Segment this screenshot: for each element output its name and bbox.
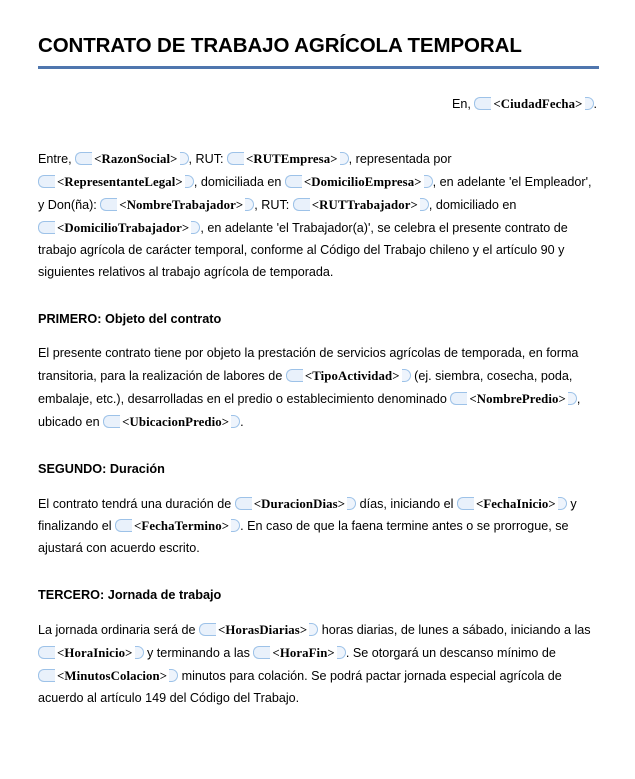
- merge-field-nombretrabajador[interactable]: [100, 198, 254, 212]
- field-bracket-left-icon: [450, 392, 467, 405]
- merge-field-label: <MinutosColacion>: [57, 669, 168, 684]
- clause-primero-paragraph: [38, 343, 599, 434]
- place-suffix-text: .: [593, 96, 597, 111]
- field-bracket-right-icon: [169, 669, 178, 682]
- heading-segundo: SEGUNDO: Duración: [38, 461, 165, 476]
- merge-field-label: <RUTEmpresa>: [246, 152, 338, 167]
- merge-field-horafin[interactable]: [253, 646, 345, 660]
- field-bracket-left-icon: [38, 221, 55, 234]
- merge-field-fechatermino[interactable]: [115, 519, 240, 533]
- preamble-text-1: Entre,: [38, 152, 72, 167]
- preamble-paragraph: [38, 148, 599, 283]
- field-bracket-right-icon: [309, 623, 318, 636]
- merge-field-representantelegal[interactable]: [38, 175, 194, 189]
- primero-text-1: El presente contrato tiene por objeto la prestación de servicios agrícolas de temporada, en forma transitoria, para la realización de labores de: [38, 345, 579, 383]
- field-bracket-right-icon: [558, 497, 567, 510]
- merge-field-label: <UbicacionPredio>: [122, 414, 230, 429]
- field-bracket-left-icon: [38, 669, 55, 682]
- clause-tercero-paragraph: [38, 619, 599, 710]
- field-bracket-right-icon: [347, 497, 356, 510]
- field-bracket-left-icon: [293, 198, 310, 211]
- primero-text-2: (ej. siembra, cosecha, poda, embalaje, etc.), desarrolladas en el predio o establecimiento denominado: [38, 368, 573, 406]
- field-bracket-left-icon: [285, 175, 302, 188]
- tercero-text-2: horas diarias, de lunes a sábado, iniciando a las: [321, 623, 591, 638]
- field-bracket-left-icon: [199, 623, 216, 636]
- field-bracket-right-icon: [191, 221, 200, 234]
- merge-field-minutoscolacion[interactable]: [38, 669, 178, 683]
- preamble-text-3: , representada por: [348, 152, 452, 167]
- merge-field-label: <TipoActividad>: [304, 368, 400, 383]
- field-bracket-right-icon: [337, 646, 346, 659]
- field-bracket-right-icon: [424, 175, 433, 188]
- merge-field-horainicio[interactable]: [38, 646, 144, 660]
- field-bracket-left-icon: [457, 497, 474, 510]
- merge-field-ciudadfecha[interactable]: [474, 97, 593, 111]
- field-bracket-right-icon: [568, 392, 577, 405]
- merge-field-label: <FechaInicio>: [475, 496, 556, 511]
- merge-field-label: <HorasDiarias>: [218, 623, 308, 638]
- preamble-text-7: , domiciliado en: [428, 198, 517, 213]
- merge-field-nombrepredio[interactable]: [450, 392, 577, 406]
- field-bracket-left-icon: [38, 175, 55, 188]
- merge-field-razonsocial[interactable]: [75, 152, 188, 166]
- field-bracket-left-icon: [100, 198, 117, 211]
- field-bracket-right-icon: [231, 519, 240, 532]
- field-bracket-right-icon: [340, 152, 349, 165]
- field-bracket-left-icon: [103, 415, 120, 428]
- field-bracket-left-icon: [235, 497, 252, 510]
- merge-field-domicilioempresa[interactable]: [285, 175, 433, 189]
- tercero-text-3: y terminando a las: [147, 646, 250, 661]
- field-bracket-right-icon: [585, 97, 594, 110]
- segundo-text-3: y finalizando el: [38, 496, 577, 534]
- merge-field-label: <RUTTrabajador>: [311, 198, 418, 213]
- field-bracket-right-icon: [231, 415, 240, 428]
- field-bracket-right-icon: [402, 369, 411, 382]
- field-bracket-right-icon: [420, 198, 429, 211]
- merge-field-label: <HoraFin>: [272, 646, 335, 661]
- merge-field-label: <RazonSocial>: [94, 152, 178, 167]
- field-bracket-left-icon: [75, 152, 92, 165]
- field-bracket-left-icon: [286, 369, 303, 382]
- page-title: CONTRATO DE TRABAJO AGRÍCOLA TEMPORAL: [38, 34, 522, 57]
- preamble-text-8: , en adelante 'el Trabajador(a)', se celebra el presente contrato de trabajo agrícola de carácter temporal, conforme al Código del Trabajo chileno y el artículo 90 y siguientes relativos al trabajo agrícola de temporada.: [38, 221, 568, 279]
- heading-primero: PRIMERO: Objeto del contrato: [38, 311, 222, 326]
- merge-field-label: <HoraInicio>: [57, 646, 133, 661]
- tercero-text-5: minutos para colación. Se podrá pactar jornada especial agrícola de acuerdo al artículo 149 del Código del Trabajo.: [38, 669, 562, 706]
- merge-field-label: <DuracionDias>: [253, 496, 346, 511]
- merge-field-domiciliotrabajador[interactable]: [38, 221, 200, 235]
- preamble-text-5: , en adelante 'el Empleador', y Don(ña):: [38, 175, 592, 213]
- tercero-text-1: La jornada ordinaria será de: [38, 623, 196, 638]
- preamble-text-6: , RUT:: [254, 198, 290, 213]
- preamble-text-4: , domiciliada en: [193, 175, 282, 190]
- merge-field-rutempresa[interactable]: [227, 152, 349, 166]
- place-date-line: [38, 95, 599, 115]
- primero-text-3: , ubicado en: [38, 391, 581, 429]
- field-bracket-right-icon: [135, 646, 144, 659]
- field-bracket-left-icon: [115, 519, 132, 532]
- field-bracket-right-icon: [180, 152, 189, 165]
- field-bracket-left-icon: [227, 152, 244, 165]
- field-bracket-right-icon: [185, 175, 194, 188]
- merge-field-fechainicio[interactable]: [457, 497, 567, 511]
- segundo-text-2: días, iniciando el: [359, 496, 454, 511]
- heading-tercero: TERCERO: Jornada de trabajo: [38, 588, 222, 603]
- merge-field-label: <CiudadFecha>: [493, 96, 583, 111]
- field-bracket-right-icon: [245, 198, 254, 211]
- merge-field-label: <FechaTermino>: [134, 519, 230, 534]
- merge-field-label: <NombrePredio>: [469, 391, 566, 406]
- segundo-text-1: El contrato tendrá una duración de: [38, 496, 232, 511]
- merge-field-duraciondias[interactable]: [235, 497, 356, 511]
- title-divider: [38, 66, 599, 69]
- preamble-text-2: , RUT:: [188, 152, 224, 167]
- field-bracket-left-icon: [474, 97, 491, 110]
- tercero-text-4: . Se otorgará un descanso mínimo de: [345, 646, 556, 661]
- place-prefix-text: En,: [451, 96, 471, 111]
- merge-field-label: <DomicilioTrabajador>: [57, 221, 190, 236]
- clause-segundo-paragraph: [38, 493, 599, 561]
- merge-field-label: <DomicilioEmpresa>: [303, 175, 422, 190]
- merge-field-ubicacionpredio[interactable]: [103, 415, 240, 429]
- field-bracket-left-icon: [253, 646, 270, 659]
- field-bracket-left-icon: [38, 646, 55, 659]
- merge-field-horasdiarias[interactable]: [199, 623, 318, 637]
- merge-field-label: <RepresentanteLegal>: [57, 175, 183, 190]
- merge-field-label: <NombreTrabajador>: [119, 198, 244, 213]
- merge-field-tipoactividad[interactable]: [286, 369, 411, 383]
- primero-text-4: .: [240, 414, 244, 429]
- merge-field-ruttrabajador[interactable]: [293, 198, 429, 212]
- segundo-text-4: . En caso de que la faena termine antes o se prorrogue, se ajustará con acuerdo escrito.: [38, 519, 569, 556]
